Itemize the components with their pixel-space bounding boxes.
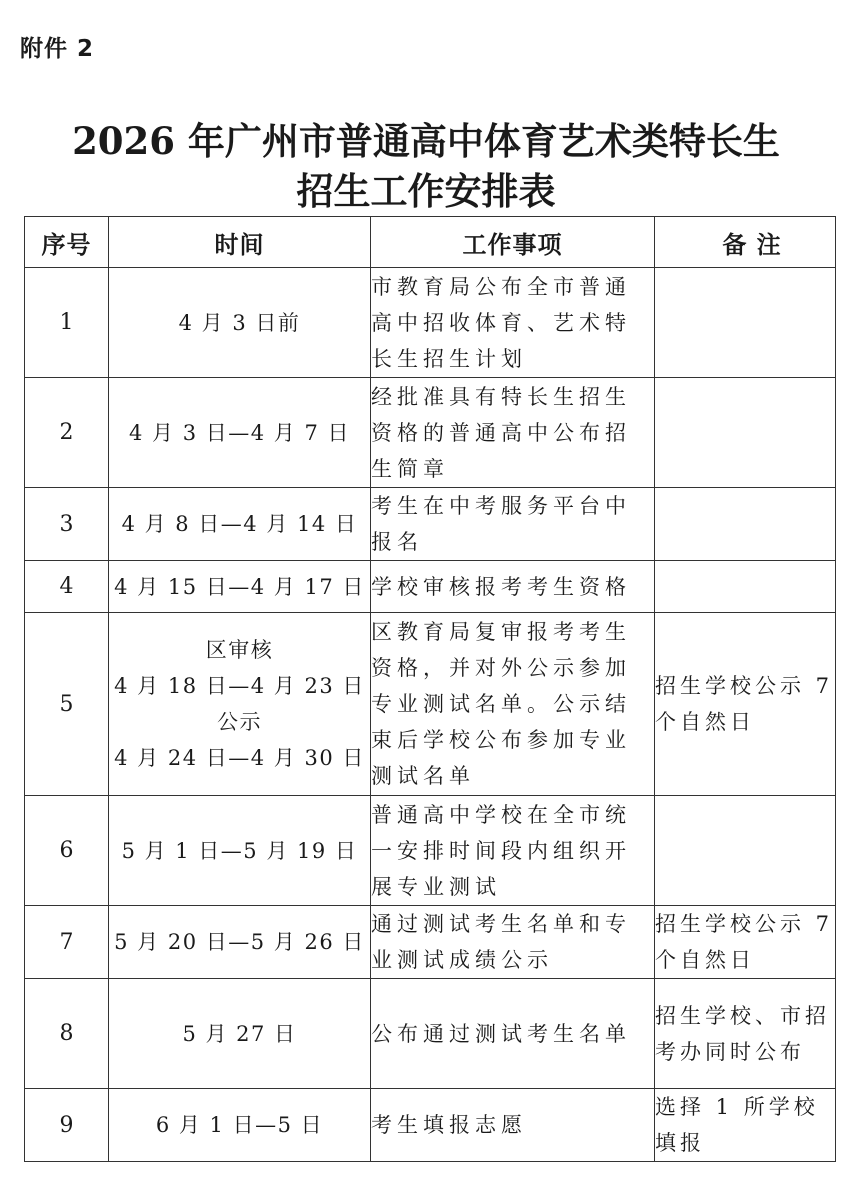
row-note — [655, 488, 836, 561]
time-line: 6 月 1 日—5 日 — [155, 1113, 324, 1137]
row-task: 学校审核报考考生资格 — [371, 561, 655, 613]
row-task: 公布通过测试考生名单 — [371, 979, 655, 1089]
row-task: 考生填报志愿 — [371, 1089, 655, 1162]
row-seq: 5 — [25, 613, 109, 796]
header-time: 时间 — [109, 217, 371, 268]
row-time — [109, 561, 371, 613]
row-seq: 8 — [25, 979, 109, 1089]
row-time — [109, 906, 371, 979]
time-line: 4 月 8 日—4 月 14 日 — [121, 512, 358, 536]
row-seq: 2 — [25, 378, 109, 488]
table-row — [25, 613, 836, 796]
row-seq: 1 — [25, 268, 109, 378]
row-time — [109, 268, 371, 378]
row-time — [109, 378, 371, 488]
row-task: 考生在中考服务平台中报名 — [371, 488, 655, 561]
row-note: 选择 1 所学校填报 — [655, 1089, 836, 1162]
time-line: 4 月 18 日—4 月 23 日 — [114, 674, 365, 698]
time-line: 5 月 1 日—5 月 19 日 — [121, 838, 358, 863]
row-time — [109, 488, 371, 561]
header-row — [25, 217, 836, 268]
document-title-line-1: 2026 年广州市普通高中体育艺术类特长生 — [72, 119, 780, 163]
row-seq: 7 — [25, 906, 109, 979]
row-time — [109, 1089, 371, 1162]
time-line: 公示 — [217, 710, 262, 734]
header-note: 备 注 — [655, 217, 836, 268]
attachment-label: 附件 2 — [20, 36, 95, 62]
time-line: 4 月 3 日—4 月 7 日 — [129, 420, 350, 445]
header-seq: 序号 — [25, 217, 109, 268]
table-row — [25, 1089, 836, 1162]
row-note — [655, 268, 836, 378]
row-note — [655, 796, 836, 906]
table-row — [25, 488, 836, 561]
table-row — [25, 906, 836, 979]
table-row — [25, 979, 836, 1089]
header-task: 工作事项 — [371, 217, 655, 268]
time-line: 4 月 15 日—4 月 17 日 — [114, 574, 365, 599]
row-task: 区教育局复审报考考生资格，并对外公示参加专业测试名单。公示结束后学校公布参加专业测试名单 — [371, 613, 655, 796]
row-note — [655, 561, 836, 613]
row-seq: 4 — [25, 561, 109, 613]
row-seq: 9 — [25, 1089, 109, 1162]
row-task: 普通高中学校在全市统一安排时间段内组织开展专业测试 — [371, 796, 655, 906]
table-row — [25, 378, 836, 488]
schedule-table — [24, 216, 836, 1162]
row-seq: 3 — [25, 488, 109, 561]
row-time — [109, 979, 371, 1089]
time-line: 4 月 3 日前 — [178, 310, 301, 335]
time-line: 5 月 27 日 — [182, 1021, 297, 1046]
table-row — [25, 268, 836, 378]
row-note: 招生学校、市招考办同时公布 — [655, 979, 836, 1089]
row-task: 通过测试考生名单和专业测试成绩公示 — [371, 906, 655, 979]
row-note — [655, 378, 836, 488]
table-row — [25, 561, 836, 613]
table-row — [25, 796, 836, 906]
time-line: 区审核 — [205, 638, 274, 662]
row-task: 市教育局公布全市普通高中招收体育、艺术特长生招生计划 — [371, 268, 655, 378]
row-note: 招生学校公示 7 个自然日 — [655, 613, 836, 796]
document-title-line-2: 招生工作安排表 — [296, 169, 556, 213]
row-time — [109, 613, 371, 796]
row-time — [109, 796, 371, 906]
row-seq: 6 — [25, 796, 109, 906]
row-note: 招生学校公示 7 个自然日 — [655, 906, 836, 979]
time-line: 5 月 20 日—5 月 26 日 — [114, 930, 365, 954]
time-line: 4 月 24 日—4 月 30 日 — [114, 746, 365, 770]
row-task: 经批准具有特长生招生资格的普通高中公布招生简章 — [371, 378, 655, 488]
